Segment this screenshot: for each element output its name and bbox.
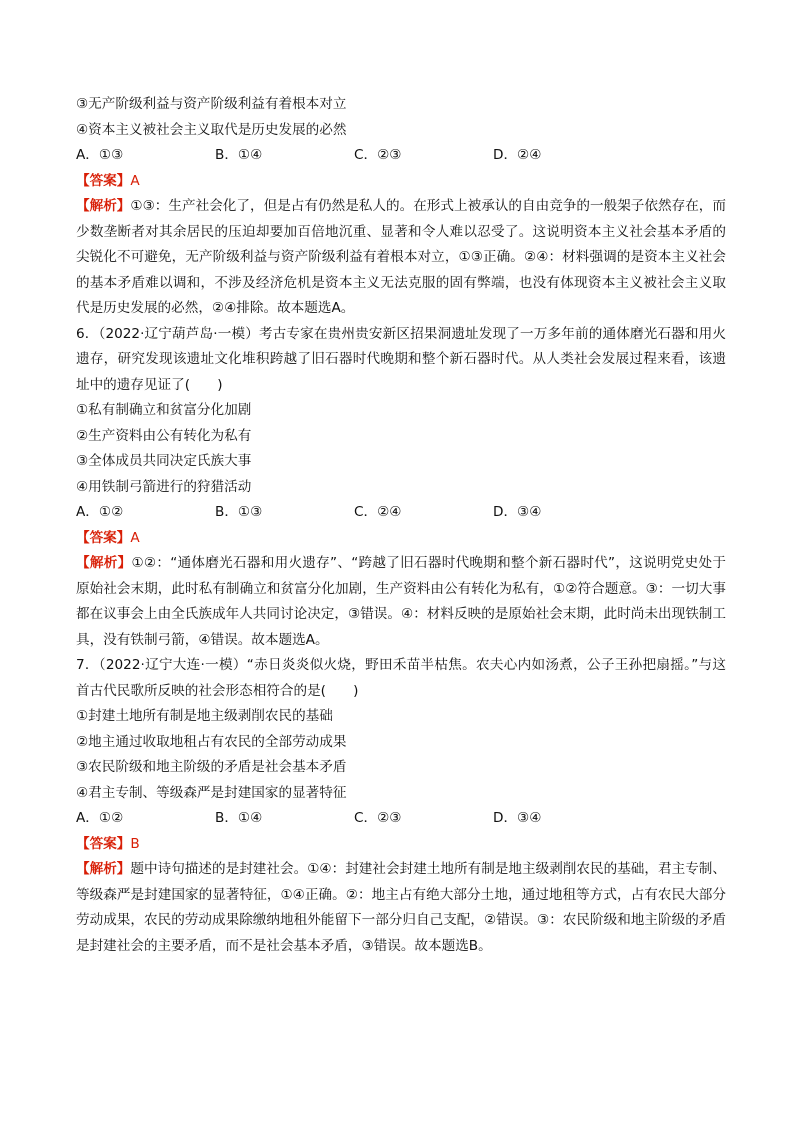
q6-analysis [76, 551, 726, 653]
q5-item-3: ③无产阶级利益与资产阶级利益有着根本对立 [76, 96, 347, 112]
answer-value: A [130, 529, 140, 546]
q7-item-3: ③农民阶级和地主阶级的矛盾是社会基本矛盾 [76, 759, 347, 775]
answer-tag: 【答案】 [76, 835, 131, 852]
q7-stem: 7．（2022·辽宁大连·一模）“赤日炎炎似火烧，野田禾苗半枯焦。农夫心内如汤煮，公子王孙把扇摇。”与这首古代民歌所反映的社会形态相符合的是( ) [76, 657, 726, 699]
q6-options [76, 500, 726, 526]
q6-stem: 6．（2022·辽宁葫芦岛·一模）考古专家在贵州贵安新区招果洞遗址发现了一万多年前的通体磨光石器和用火遗存，研究发现该遗址文化堆积跨越了旧石器时代晚期和整个新石器时代。从人类社会发展过程来看，该遗址中的遗存见证了( ) [76, 325, 726, 393]
analysis-text: ①③：生产社会化了，但是占有仍然是私人的。在形式上被承认的自由竞争的一般架子依然存在，而少数垄断者对其余居民的压迫却要加百倍地沉重、显著和令人难以忍受了。这说明资本主义社会基本矛盾的尖锐化不可避免，无产阶级利益与资产阶级利益有着根本对立，①③正确。②④：材料强调的是资本主义社会的基本矛盾难以调和，不涉及经济危机是资本主义无法克服的固有弊端，也没有体现资本主义被社会主义取代是历史发展的必然，②④排除。故本题选A。 [76, 198, 726, 316]
q5-option-a: A．①③ [76, 147, 124, 163]
q5-option-d: D．②④ [493, 147, 542, 163]
q6-option-d: D．③④ [493, 504, 542, 520]
q5-answer [76, 169, 726, 195]
q5-option-b: B．①④ [215, 147, 263, 163]
q6-option-c: C．②④ [354, 504, 402, 520]
content [76, 92, 726, 959]
q5-analysis [76, 194, 726, 322]
q5-option-c: C．②③ [354, 147, 402, 163]
q7-option-c: C．②③ [354, 810, 402, 826]
q5-item-4: ④资本主义被社会主义取代是历史发展的必然 [76, 121, 347, 138]
analysis-tag: 【解析】 [76, 861, 131, 877]
q6-option-a: A．①② [76, 504, 124, 520]
q6-answer [76, 526, 726, 552]
q6-item-3: ③全体成员共同决定氏族大事 [76, 453, 252, 469]
analysis-tag: 【解析】 [76, 555, 132, 571]
analysis-text: 题中诗句描述的是封建社会。①④：封建社会封建土地所有制是地主级剥削农民的基础，君主专制、等级森严是封建国家的显著特征，①④正确。②：地主占有绝大部分土地，通过地租等方式，占有农民大部分劳动成果，农民的劳动成果除缴纳地租外能留下一部分归自己支配，②错误。③：农民阶级和地主阶级的矛盾是封建社会的主要矛盾，而不是社会基本矛盾，③错误。故本题选B。 [76, 861, 726, 954]
q6-item-4: ④用铁制弓箭进行的狩猎活动 [76, 478, 252, 495]
q7-options [76, 806, 726, 832]
q7-item-4: ④君主专制、等级森严是封建国家的显著特征 [76, 784, 347, 801]
q7-option-d: D．③④ [493, 810, 542, 826]
q5-options [76, 143, 726, 169]
analysis-text: ①②：“通体磨光石器和用火遗存”、“跨越了旧石器时代晚期和整个新石器时代”，这说明党史处于原始社会末期，此时私有制确立和贫富分化加剧，生产资料由公有转化为私有，①②符合题意。③：一切大事都在议事会上由全氏族成年人共同讨论决定，③错误。④：材料反映的是原始社会末期，此时尚未出现铁制工具，没有铁制弓箭，④错误。故本题选A。 [76, 555, 726, 648]
q7-option-a: A．①② [76, 810, 124, 826]
q7-item-1: ①封建土地所有制是地主级剥削农民的基础 [76, 708, 333, 724]
q7-option-b: B．①④ [215, 810, 263, 826]
answer-value: B [130, 835, 140, 852]
answer-value: A [130, 172, 140, 189]
q6-item-2: ②生产资料由公有转化为私有 [76, 427, 252, 444]
q7-answer [76, 832, 726, 858]
q7-item-2: ②地主通过收取地租占有农民的全部劳动成果 [76, 733, 347, 750]
q7-analysis [76, 857, 726, 959]
answer-tag: 【答案】 [76, 172, 131, 189]
q6-option-b: B．①③ [215, 504, 263, 520]
q6-item-1: ①私有制确立和贫富分化加剧 [76, 402, 252, 418]
answer-tag: 【答案】 [76, 529, 131, 546]
analysis-tag: 【解析】 [76, 198, 131, 214]
